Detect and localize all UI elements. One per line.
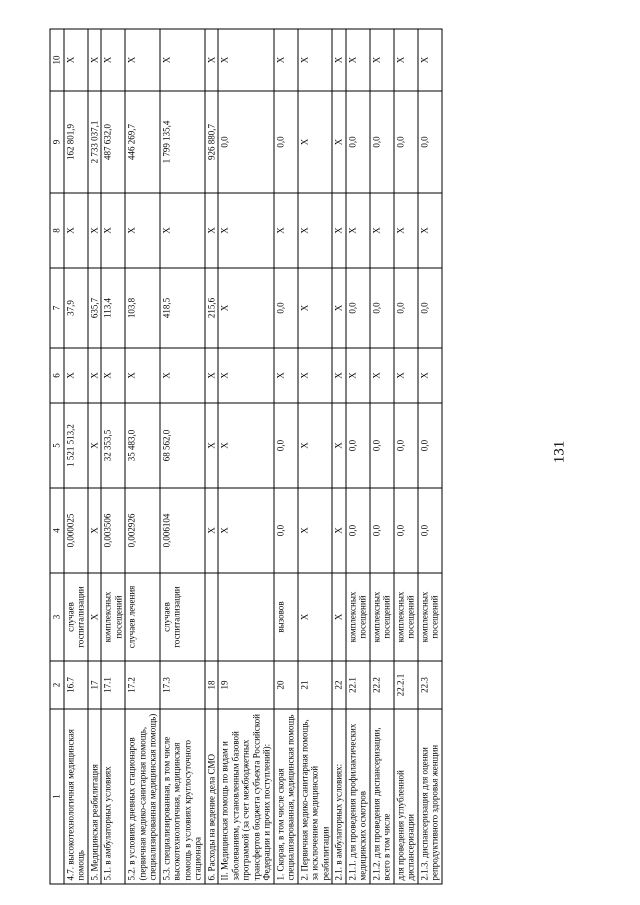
table-cell: 0,0: [418, 91, 442, 193]
table-row: [370, 29, 394, 884]
row-label-cell: 5.1. в амбулаторных условиях: [101, 709, 125, 884]
column-header: 8: [50, 193, 64, 268]
table-cell: вызовов: [274, 573, 298, 661]
table-cell: X: [101, 29, 125, 91]
table-cell: X: [64, 29, 88, 91]
table-cell: X: [418, 348, 442, 403]
row-label-cell: 2. Первичная медико-санитарная помощь, за исключением медицинской реабилитации: [298, 709, 333, 884]
table-cell: 2 733 037,1: [88, 91, 102, 193]
table-cell: X: [160, 29, 205, 91]
table-row: [274, 29, 298, 884]
table-cell: X: [205, 488, 219, 573]
table-cell: X: [346, 193, 370, 268]
table-cell: X: [298, 29, 333, 91]
table-cell: X: [218, 488, 274, 573]
header-row: [50, 29, 64, 884]
table-cell: X: [88, 403, 102, 488]
row-label-cell: 4.7. высокотехнологичная медицинская помощь: [64, 709, 88, 884]
rotated-page: [50, 30, 591, 885]
table-cell: X: [125, 29, 160, 91]
row-label-cell: 2.1.3. диспансеризация для оценки репродуктивного здоровья женщин: [418, 709, 442, 884]
table-cell: комплексных посещений: [394, 573, 418, 661]
table-cell: 0,0: [274, 403, 298, 488]
table-cell: X: [370, 348, 394, 403]
table-cell: 35 483,0: [125, 403, 160, 488]
column-header: 4: [50, 488, 64, 573]
table-cell: 0,0: [274, 91, 298, 193]
table-cell: 446 269,7: [125, 91, 160, 193]
table-cell: X: [298, 403, 333, 488]
table-cell: 22.2: [370, 661, 394, 709]
table-cell: 0,0: [274, 268, 298, 348]
table-cell: X: [394, 193, 418, 268]
table-cell: X: [101, 348, 125, 403]
table-cell: 0,0: [370, 403, 394, 488]
row-label-cell: 6. Расходы на ведение дела СМО: [205, 709, 219, 884]
table-row: [394, 29, 418, 884]
table-body: [64, 29, 442, 884]
table-cell: 0,0: [418, 268, 442, 348]
column-header: 2: [50, 661, 64, 709]
table-cell: комплексных посещений: [418, 573, 442, 661]
table-cell: X: [332, 348, 346, 403]
table-cell: X: [218, 193, 274, 268]
table-cell: X: [160, 193, 205, 268]
table-cell: X: [298, 573, 333, 661]
table-cell: 103,8: [125, 268, 160, 348]
table-cell: 0,0: [394, 91, 418, 193]
table-row: [332, 29, 346, 884]
table-cell: 487 632,0: [101, 91, 125, 193]
table-cell: X: [346, 348, 370, 403]
row-label-cell: 1. Скорая, в том числе скорая специализированная, медицинская помощь: [274, 709, 298, 884]
table-cell: 1 799 135,4: [160, 91, 205, 193]
table-cell: 0,0: [346, 91, 370, 193]
table-cell: X: [88, 488, 102, 573]
table-cell: X: [88, 29, 102, 91]
table-cell: 22.2.1: [394, 661, 418, 709]
table-row: [64, 29, 88, 884]
table-row: [218, 29, 274, 884]
table-cell: X: [332, 91, 346, 193]
table-cell: 0,0: [346, 403, 370, 488]
row-label-cell: 2.1.1. для проведения профилактических медицинских осмотров: [346, 709, 370, 884]
table-cell: X: [88, 348, 102, 403]
table-cell: 0,002926: [125, 488, 160, 573]
table-cell: 17.2: [125, 661, 160, 709]
table-cell: X: [332, 573, 346, 661]
row-label-cell: 2.1. в амбулаторных условиях:: [332, 709, 346, 884]
page-number: 131: [551, 440, 568, 464]
row-label-cell: 5. Медицинская реабилитация: [88, 709, 102, 884]
column-header: 5: [50, 403, 64, 488]
table-cell: 0,006104: [160, 488, 205, 573]
table-cell: X: [218, 403, 274, 488]
table-cell: 18: [205, 661, 219, 709]
table-cell: 37,9: [64, 268, 88, 348]
table-cell: 0,0: [218, 91, 274, 193]
table-cell: 17.3: [160, 661, 205, 709]
table-cell: X: [274, 29, 298, 91]
table-cell: X: [205, 29, 219, 91]
row-label-cell: для проведения углубленной диспансеризации: [394, 709, 418, 884]
column-header: 10: [50, 29, 64, 91]
table-cell: X: [218, 268, 274, 348]
table-cell: X: [370, 29, 394, 91]
table-row: [205, 29, 219, 884]
table-cell: случаев госпитализации: [160, 573, 205, 661]
table-cell: X: [418, 193, 442, 268]
finance-table: [50, 29, 443, 885]
table-cell: 16.7: [64, 661, 88, 709]
table-cell: 0,0: [346, 268, 370, 348]
table-cell: 1 521 513,2: [64, 403, 88, 488]
row-label-cell: 5.2. в условиях дневных стационаров (первичная медико-санитарная помощь, специализированная медицинская помощь): [125, 709, 160, 884]
column-header: 3: [50, 573, 64, 661]
table-cell: X: [298, 268, 333, 348]
table-cell: 21: [298, 661, 333, 709]
table-cell: X: [418, 29, 442, 91]
column-header: 9: [50, 91, 64, 193]
table-cell: X: [274, 348, 298, 403]
table-cell: 0,0: [346, 488, 370, 573]
table-cell: 162 801,9: [64, 91, 88, 193]
table-cell: 22: [332, 661, 346, 709]
table-cell: 0,0: [418, 403, 442, 488]
table-row: [160, 29, 205, 884]
column-header: 6: [50, 348, 64, 403]
table-cell: X: [370, 193, 394, 268]
table-cell: X: [346, 29, 370, 91]
column-header: 1: [50, 709, 64, 884]
table-cell: X: [205, 403, 219, 488]
table-cell: 0,0: [394, 268, 418, 348]
table-cell: X: [394, 348, 418, 403]
table-cell: X: [64, 193, 88, 268]
table-row: [88, 29, 102, 884]
column-header: 7: [50, 268, 64, 348]
table-cell: 0,0: [274, 488, 298, 573]
table-cell: X: [125, 348, 160, 403]
table-cell: X: [298, 193, 333, 268]
table-cell: 32 353,5: [101, 403, 125, 488]
table-cell: 0,0: [394, 403, 418, 488]
row-label-cell: II. Медицинская помощь по видам и заболеваниям, установленным базовой программой (за счет межбюджетных трансфертов бюджета субъекта Российской Федерации и прочих поступлений):: [218, 709, 274, 884]
table-cell: X: [274, 193, 298, 268]
table-cell: X: [125, 193, 160, 268]
table-cell: X: [298, 488, 333, 573]
table-cell: X: [64, 348, 88, 403]
table-cell: X: [332, 403, 346, 488]
table-cell: 0,0: [370, 91, 394, 193]
table-cell: 926 880,7: [205, 91, 219, 193]
table-cell: X: [88, 193, 102, 268]
table-cell: X: [298, 348, 333, 403]
table-cell: X: [160, 348, 205, 403]
table-cell: 0,0: [418, 488, 442, 573]
table-cell: комплексных посещений: [370, 573, 394, 661]
table-cell: 635,7: [88, 268, 102, 348]
table-cell: 418,5: [160, 268, 205, 348]
table-cell: 68 562,0: [160, 403, 205, 488]
table-cell: 19: [218, 661, 274, 709]
table-cell: 0,0: [370, 488, 394, 573]
table-cell: X: [332, 29, 346, 91]
table-cell: 0,003506: [101, 488, 125, 573]
table-cell: X: [332, 268, 346, 348]
table-cell: случаев госпитализации: [64, 573, 88, 661]
table-cell: X: [298, 91, 333, 193]
table-cell: X: [88, 573, 102, 661]
table-row: [125, 29, 160, 884]
table-cell: 20: [274, 661, 298, 709]
table-cell: X: [332, 488, 346, 573]
table-cell: X: [394, 29, 418, 91]
row-label-cell: 2.1.2. для проведения диспансеризации, всего в том числе: [370, 709, 394, 884]
row-label-cell: 5.3. специализированная, в том числе высокотехнологичная, медицинская помощь в условиях круглосуточного стационара: [160, 709, 205, 884]
table-cell: X: [205, 348, 219, 403]
table-cell: комплексных посещений: [101, 573, 125, 661]
table-cell: случаев лечения: [125, 573, 160, 661]
table-cell: 17.1: [101, 661, 125, 709]
table-cell: 0,000025: [64, 488, 88, 573]
table-cell: 22.3: [418, 661, 442, 709]
table-cell: 22.1: [346, 661, 370, 709]
table-row: [298, 29, 333, 884]
table-cell: комплексных посещений: [346, 573, 370, 661]
table-cell: 17: [88, 661, 102, 709]
table-cell: X: [218, 348, 274, 403]
table-cell: 0,0: [370, 268, 394, 348]
table-row: [101, 29, 125, 884]
table-cell: 113,4: [101, 268, 125, 348]
table-cell: X: [101, 193, 125, 268]
table-row: [418, 29, 442, 884]
table-cell: X: [205, 193, 219, 268]
table-cell: [218, 573, 274, 661]
table-cell: 0,0: [394, 488, 418, 573]
table-cell: 215,6: [205, 268, 219, 348]
table-cell: [205, 573, 219, 661]
table-row: [346, 29, 370, 884]
table-cell: X: [332, 193, 346, 268]
table-cell: X: [218, 29, 274, 91]
